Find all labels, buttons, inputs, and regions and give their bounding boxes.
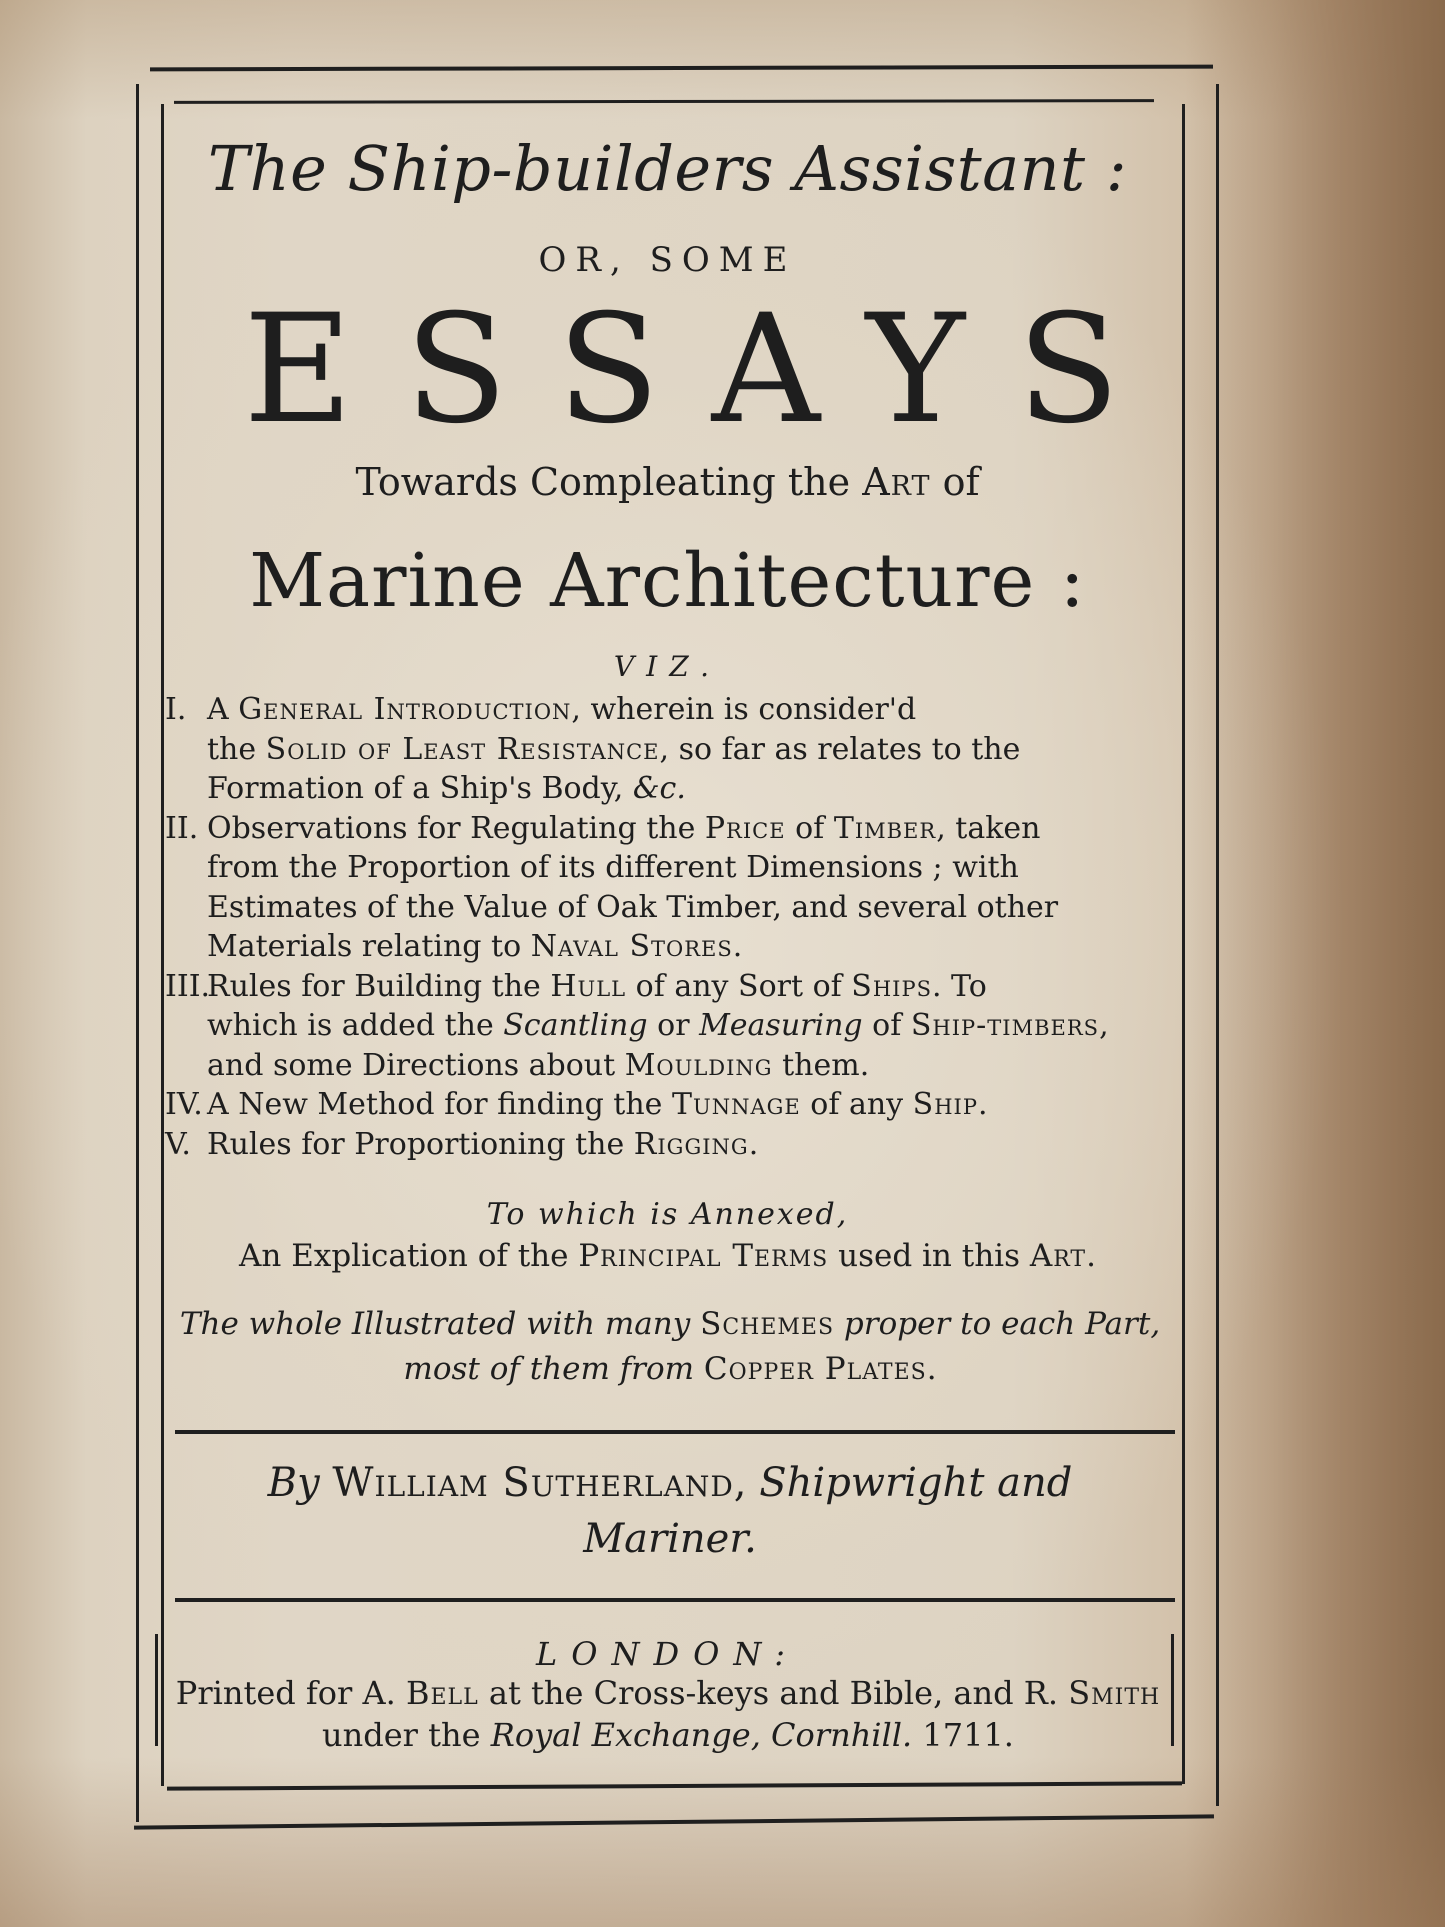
text-run: . [977,1087,988,1122]
text-run: Rigging [633,1126,749,1162]
outer-border-right [1216,84,1219,1806]
text-run: of [785,810,834,846]
text-run: which is added the [207,1008,504,1043]
text-run: 1711. [912,1716,1014,1754]
text-run: Copper Plates [703,1351,927,1387]
text-run: the [207,731,266,767]
text-run: of [862,1008,911,1043]
text-run: Estimates of the Value of Oak Timber, and several other [207,889,1059,925]
item-line [207,1046,1170,1086]
text-run: Price [704,810,786,846]
imprint-box-right [1171,1634,1174,1746]
text-run: , [733,1460,760,1506]
text-run: used in this [828,1238,1030,1274]
text-run: Scantling [503,1008,648,1043]
text-run: and some Directions about [207,1047,625,1083]
text-run: Ship [912,1087,978,1122]
text-run: Timber [833,810,937,846]
text-run: , wherein is consider'd [571,692,917,727]
text-run: . [732,929,743,964]
paper-stain-right [1185,0,1445,1927]
item-number: V. [165,1126,191,1162]
separator-rule-below-author [175,1598,1175,1602]
text-run: of any [800,1087,913,1122]
text-run: , so far as relates to the [659,731,1021,767]
text-run: Moulding [624,1047,773,1083]
text-run: General Introduction [238,692,572,727]
item-number: III. [165,968,211,1004]
text-run: Observations for Regulating the [207,810,705,846]
annexed-line: To which is Annexed, [486,1197,849,1232]
item-line [207,848,1170,888]
towards-suffix: of [930,460,980,504]
text-run: The whole Illustrated with many [179,1306,701,1342]
outer-border-left [136,84,139,1822]
text-run: them. [772,1047,870,1083]
text-run: . [748,1126,759,1162]
paper-stain-bottom [0,1757,1445,1927]
text-run: Naval Stores [530,929,733,964]
imprint-box-left [155,1634,158,1746]
item-number: I. [165,692,187,727]
contents-list [165,690,1170,1164]
text-run: Principal Terms [578,1238,829,1274]
text-run: Art [1029,1238,1087,1274]
text-run: Shipwright and Mariner. [583,1460,1073,1562]
text-run: Measuring [699,1008,863,1043]
item-line [207,690,1170,730]
item-line [207,1085,1170,1125]
contents-item [165,809,1170,967]
item-line [207,769,1170,809]
text-run: Bell [405,1674,479,1712]
towards-prefix: Towards Compleating the [355,460,863,504]
text-run: , taken [936,810,1041,846]
towards-art: Art [862,460,931,504]
text-run: Rules for Proportioning the [207,1126,634,1162]
contents-item [165,1085,1170,1125]
item-line [207,967,1170,1007]
marine-architecture-heading: Marine Architecture : [249,538,1086,624]
item-line [207,1125,1170,1165]
item-line [207,809,1170,849]
text-run: A New Method for finding the [207,1087,672,1122]
text-run: at the Cross-keys and Bible, and R. [478,1674,1069,1712]
text-run: . [1086,1238,1096,1274]
text-run: , [1099,1008,1109,1043]
text-run: proper to each Part, most of them from [403,1306,1161,1387]
text-run: Smith [1068,1674,1161,1712]
text-run: of any Sort of [626,968,852,1004]
text-run: By [267,1460,333,1506]
text-run: under the [322,1716,491,1754]
item-line [207,1006,1170,1046]
text-run: . [926,1351,937,1387]
imprint-city: LONDON: [535,1635,799,1673]
essays-heading: ESSAYS [243,283,1172,457]
text-run: Schemes [700,1306,835,1342]
text-run: Materials relating to [207,929,531,964]
separator-rule-above-author [175,1430,1175,1434]
contents-item [165,1125,1170,1165]
text-run: &c. [632,771,686,806]
explication-line [165,1238,1170,1274]
towards-line [165,460,1170,504]
subtitle-or-some: OR, SOME [538,240,797,280]
text-run: Ships [851,968,932,1004]
item-line [207,730,1170,770]
item-line [207,927,1170,967]
imprint-text [168,1672,1168,1756]
book-title: The Ship-builders Assistant : [207,132,1128,205]
text-run: Tunnage [671,1087,801,1122]
contents-item [165,967,1170,1086]
inner-border-left [161,104,164,1786]
text-run: William Sutherland [332,1460,734,1506]
text-run: Hull [550,968,627,1004]
contents-item [165,690,1170,809]
viz-label: VIZ. [613,650,722,683]
text-run: A [207,692,239,727]
item-number: IV. [165,1087,203,1122]
text-run: Formation of a Ship's Body, [207,771,633,806]
text-run: from the Proportion of its different Dimensions ; with [207,850,1019,885]
item-line [207,888,1170,928]
text-run: . To [931,968,987,1004]
text-run: or [647,1008,700,1043]
illustrated-note [170,1302,1170,1392]
text-run: Rules for Building the [207,968,551,1004]
text-run: An Explication of the [239,1238,579,1274]
author-line [210,1455,1130,1567]
text-run: Solid of Least Resistance [265,731,660,767]
text-run: Printed for A. [175,1674,406,1712]
text-run: Royal Exchange, Cornhill. [490,1716,913,1754]
item-number: II. [165,810,199,846]
text-run: Ship-timbers [910,1008,1100,1043]
